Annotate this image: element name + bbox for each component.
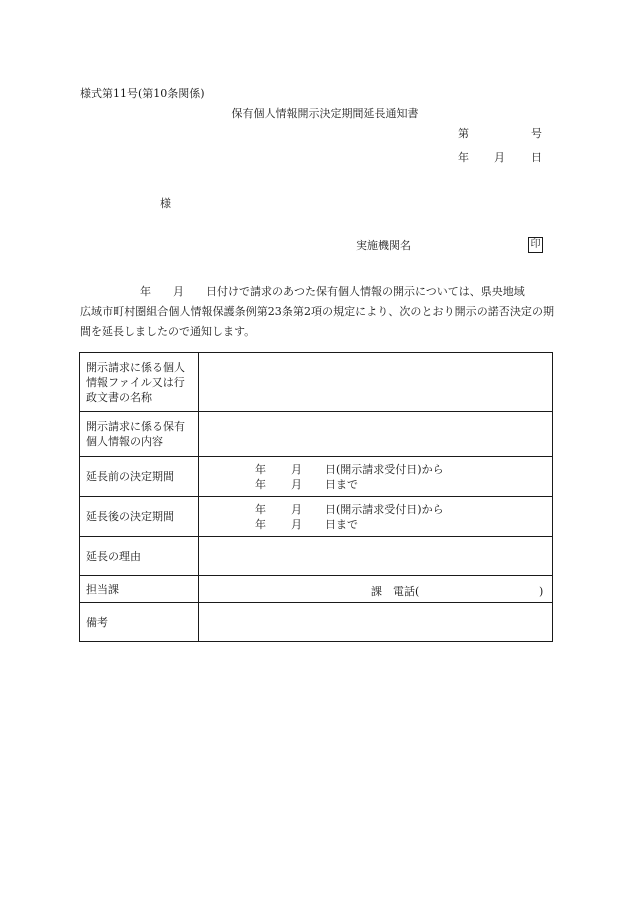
period-year: 年 [255,502,266,516]
department-ka: 課 [371,585,382,598]
doc-number-prefix: 第 [458,127,469,140]
period-to: 日まで [325,477,358,491]
row-after-period-label: 延長後の決定期間 [80,497,199,537]
doc-number-suffix: 号 [531,127,542,140]
table-row [80,537,553,576]
agency-label: 実施機関名 [356,239,411,252]
seal-icon: 印 [528,237,543,253]
period-year: 年 [255,477,266,491]
table-row [80,497,553,537]
row-file-name-value[interactable] [199,353,553,412]
date-day: 日 [531,151,542,164]
period-month: 月 [291,462,302,476]
row-reason-value[interactable] [199,537,553,576]
period-month: 月 [291,517,302,531]
body-month: 月 [173,285,184,298]
row-department-label: 担当課 [80,576,199,603]
row-content-value[interactable] [199,412,553,457]
period-year: 年 [255,517,266,531]
row-after-period-value[interactable] [199,497,553,537]
addressee-suffix: 様 [160,197,171,210]
notice-body [80,282,554,342]
period-month: 月 [291,477,302,491]
row-before-period-value[interactable] [199,457,553,497]
period-from: 日(開示請求受付日)から [325,502,444,516]
row-remarks-value[interactable] [199,603,553,642]
row-before-period-label: 延長前の決定期間 [80,457,199,497]
table-row [80,457,553,497]
table-row [80,412,553,457]
row-file-name-label: 開示請求に係る個人情報ファイル又は行政文書の名称 [80,353,199,412]
table-row [80,353,553,412]
department-phone-close: ) [539,585,544,598]
body-line1-text: 日付けで請求のあつた保有個人情報の開示については、県央地域 [206,285,525,298]
table-row [80,576,553,603]
period-month: 月 [291,502,302,516]
body-year: 年 [140,285,151,298]
row-content-label: 開示請求に係る保有個人情報の内容 [80,412,199,457]
info-table [79,352,553,642]
row-remarks-label: 備考 [80,603,199,642]
period-to: 日まで [325,517,358,531]
row-department-value[interactable] [199,576,553,603]
date-month: 月 [494,151,505,164]
date-year: 年 [458,151,469,164]
table-row [80,603,553,642]
period-year: 年 [255,462,266,476]
period-from: 日(開示請求受付日)から [325,462,444,476]
department-phone-label: 電話( [393,585,420,598]
body-rest-text: 広域市町村圏組合個人情報保護条例第23条第2項の規定により、次のとおり開示の諾否決定の期間を延長しましたので通知します。 [80,305,554,338]
row-reason-label: 延長の理由 [80,537,199,576]
form-number: 様式第11号(第10条関係) [80,87,205,100]
document-title: 保有個人情報開示決定期間延長通知書 [231,107,419,120]
